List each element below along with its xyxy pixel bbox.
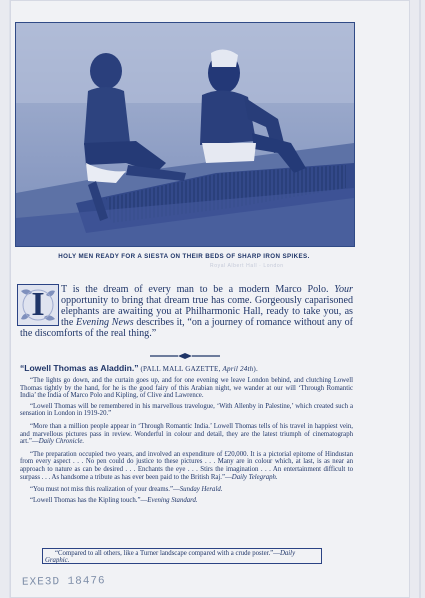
- box-quote-text: “Compared to all others, like a Turner landscape compared with a crude poster.”—: [55, 550, 280, 557]
- intro-sentence-3: describes it, “on a journey of romance without any of the discomforts of the real thing.”: [20, 317, 353, 340]
- review-source-close: ).: [253, 365, 258, 373]
- show-through-text: Royal Albert Hall · London: [210, 263, 284, 269]
- photo-caption: HOLY MEN READY FOR A SIESTA ON THEIR BEDS OF SHARP IRON SPIKES.: [58, 253, 310, 260]
- divider-ornament: [150, 353, 220, 359]
- box-quote-source: Daily Graphic.: [45, 550, 296, 565]
- dropcap-letter: I: [31, 286, 45, 323]
- holy-men-photograph: [15, 22, 355, 247]
- press-quotes: [20, 364, 353, 504]
- quote-5-source: Sunday Herald.: [179, 486, 223, 494]
- quote-paragraph-2: “Lowell Thomas will be remembered in his marvellous travelogue, ‘With Allenby in Palestine,’ which created such a sensation in London in 1919-20.”: [20, 402, 353, 418]
- archive-stamp: EXE3D 18476: [21, 575, 106, 589]
- quote-paragraph-5: [20, 486, 353, 494]
- intro-evening-news: Evening News: [76, 317, 134, 329]
- quote-paragraph-1: “The lights go down, and the curtain goes up, and for one evening we leave London behind, and clutching Lowell Thomas tightly by the hand, for he is the good fairy of this Arabian night, we wander at our will ‘Through Romantic India’ the India of Marco Polo and Kipling, of Clive and Lawrence.: [20, 377, 353, 400]
- review-source: (PALL MALL GAZETTE,: [140, 365, 221, 373]
- review-heading: “Lowell Thomas as Aladdin.”: [20, 363, 139, 373]
- quote-paragraph-6: [20, 497, 353, 505]
- review-heading-line: [20, 364, 353, 374]
- quote-3-text: “More than a million people appear in ‘Through Romantic India.’ Lowell Thomas tells of his travel in happiest vein, and marvellous pictures pass in review. Wonderful in colour and detail, they are the latest triumph of cinematograph art.”—: [20, 422, 353, 446]
- quote-5-text: “You must not miss this realization of your dreams.”—: [30, 486, 180, 494]
- review-date: April 24th: [222, 365, 254, 373]
- intro-sentence-2: opportunity to bring that dream true has come. Gorgeously caparisoned elephants are awaiting you at Philharmonic Hall, ready to take you, as the: [61, 295, 353, 329]
- quote-4-text: “The preparation occupied two years, and involved an expenditure of £20,000. It is a pictorial epitome of Hindustan from every aspect . . . No pen could do justice to these pictures . . . Many are in colour which, at last, is as near an approach to nature as can be desired . . . Enchants the eye . . . Stirs the imagination . . . An entertainment difficult to surpass . . . As handsome a tribute as has ever been paid to the British Raj.”—: [20, 450, 353, 481]
- quote-paragraph-3: [20, 423, 353, 446]
- quote-4-source: Daily Telegraph.: [231, 473, 278, 481]
- intro-sentence-1: T is the dream of every man to be a modern Marco Polo.: [61, 284, 329, 295]
- intro-your: Your: [334, 284, 353, 295]
- quote-3-source: Daily Chronicle.: [38, 438, 85, 446]
- quote-6-text: “Lowell Thomas has the Kipling touch.”—: [30, 496, 148, 504]
- intro-paragraph: [20, 284, 353, 339]
- quote-6-source: Evening Standard.: [147, 496, 198, 504]
- ornate-dropcap: [17, 284, 59, 326]
- quote-paragraph-4: [20, 451, 353, 481]
- daily-graphic-box: [42, 548, 322, 564]
